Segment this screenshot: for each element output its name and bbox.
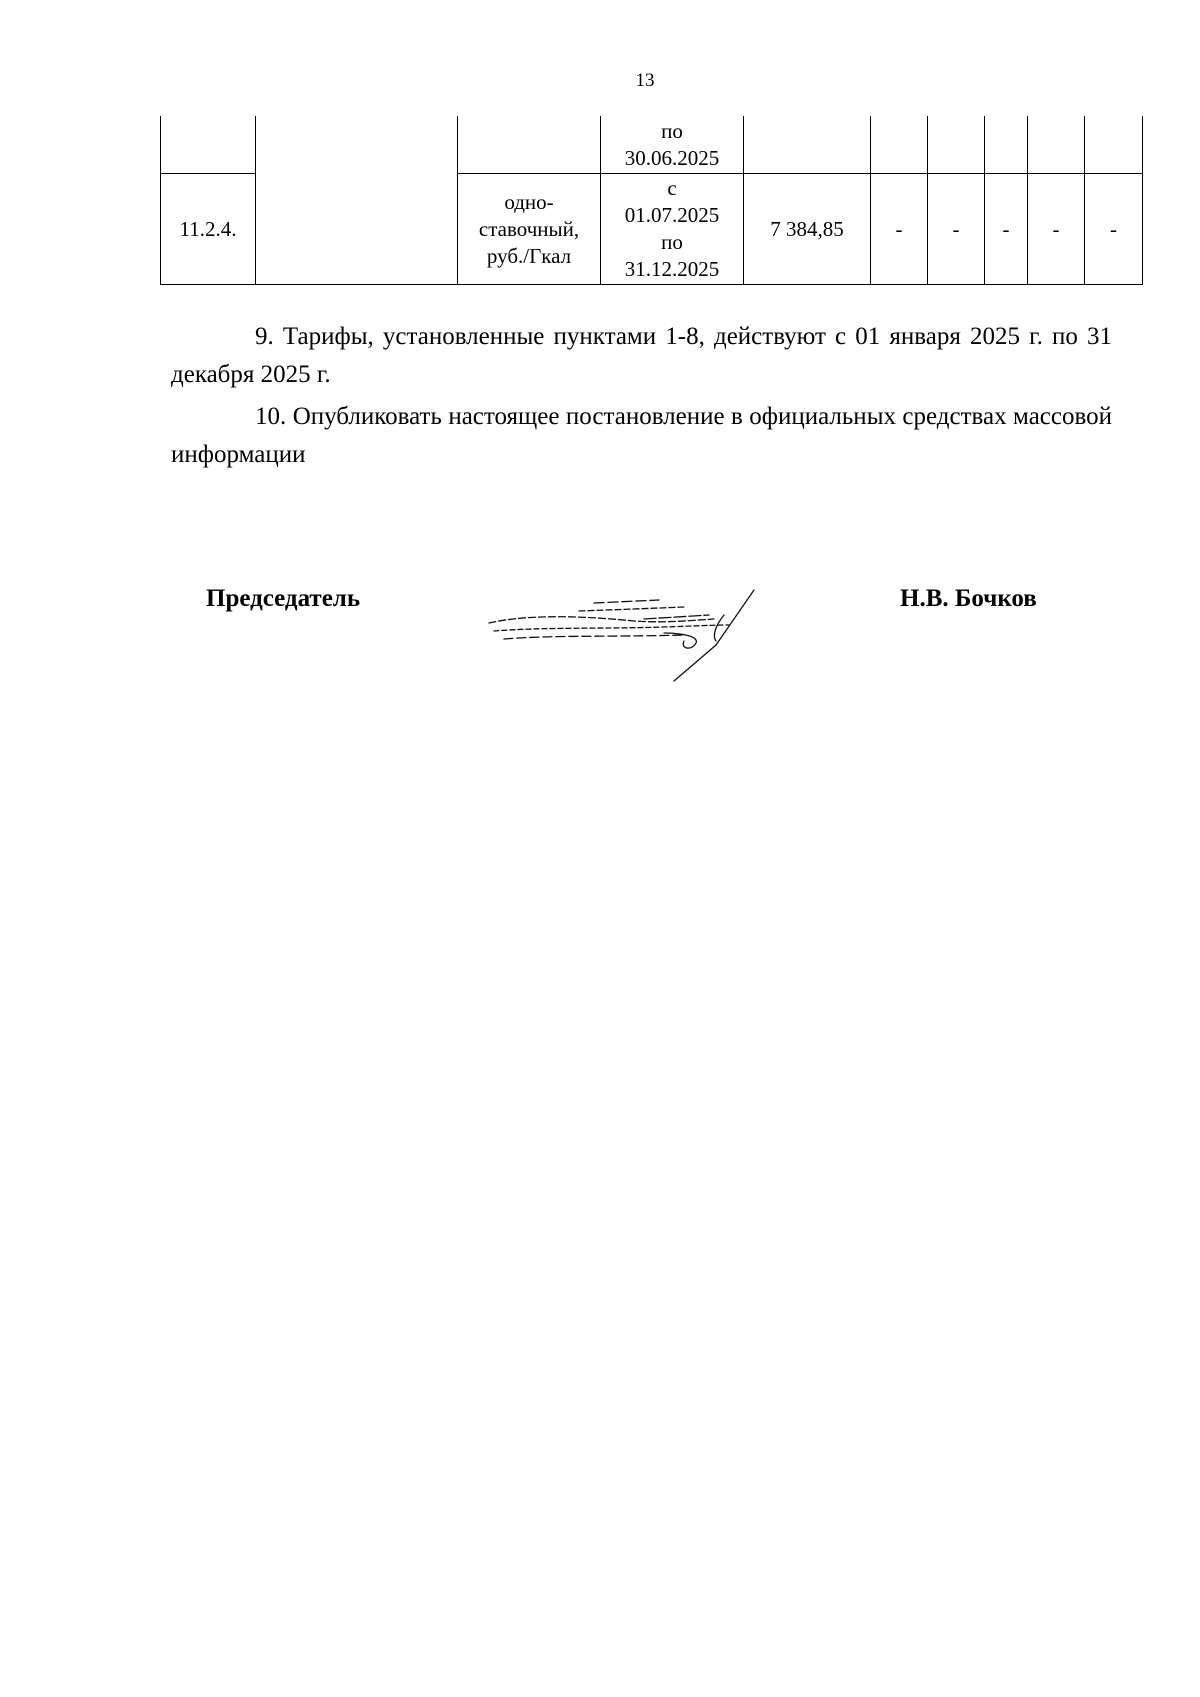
- period-cell: [601, 116, 744, 174]
- table-cell: [985, 116, 1028, 174]
- period-line: 31.12.2025: [624, 257, 720, 281]
- signatory-title: Председатель: [206, 585, 361, 612]
- unit-line: одно-: [504, 189, 554, 214]
- tariff-value-cell: [744, 116, 871, 174]
- table-cell: -: [928, 174, 985, 285]
- table-cell: [871, 116, 928, 174]
- period-line: 30.06.2025: [624, 145, 720, 170]
- table-row: [161, 116, 1143, 174]
- period-cell: [601, 174, 744, 285]
- row-number-cell: 11.2.4.: [161, 174, 256, 285]
- page-number: 13: [635, 70, 655, 91]
- organization-name-cell: [256, 116, 458, 285]
- unit-line: ставочный,: [478, 216, 580, 241]
- table-cell: [1028, 116, 1085, 174]
- period-line: 01.07.2025: [624, 203, 720, 227]
- table-cell: -: [1085, 174, 1143, 285]
- period-line: с: [667, 176, 677, 200]
- tariff-value-cell: 7 384,85: [744, 174, 871, 285]
- period-line: по: [661, 118, 683, 143]
- signatory-name: Н.В. Бочков: [900, 585, 1037, 612]
- period-line: по: [661, 230, 683, 254]
- tariff-table: [160, 116, 1143, 285]
- paragraph-10: 10. Опубликовать настоящее постановление в официальных средствах массовой информации: [171, 403, 1112, 468]
- paragraph-9: 9. Тарифы, установленные пунктами 1-8, действуют с 01 января 2025 г. по 31 декабря 2025 г.: [171, 323, 1112, 388]
- table-cell: [928, 116, 985, 174]
- unit-cell: [458, 116, 601, 174]
- handwritten-signature: [484, 585, 774, 685]
- table-cell: [1085, 116, 1143, 174]
- unit-line: руб./Гкал: [486, 243, 572, 268]
- table-cell: -: [1028, 174, 1085, 285]
- table-cell: -: [985, 174, 1028, 285]
- row-number-cell: [161, 116, 256, 174]
- unit-cell: [458, 174, 601, 285]
- table-cell: -: [871, 174, 928, 285]
